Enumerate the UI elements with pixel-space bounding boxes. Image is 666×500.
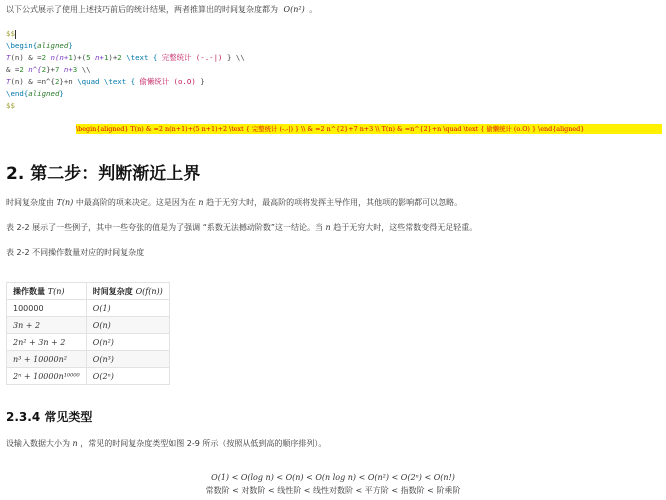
table-header-ops: [7, 283, 87, 300]
intro-paragraph: [6, 4, 317, 15]
code-token: 1: [68, 53, 73, 62]
code-line[interactable]: [6, 52, 245, 64]
code-token: }: [59, 89, 64, 98]
p2-text-a: 表 2-2 展示了一些例子，其中一些夸张的值是为了强调 “系数无法撼动阶数”这一结论。当: [6, 223, 323, 232]
code-token: 5: [86, 53, 91, 62]
p1-text-c: 趋于无穷大时，最高阶的项将发挥主导作用，其他项的影响都可以忽略。: [206, 198, 463, 207]
section-2-paragraph-1: [6, 197, 462, 208]
section-234-paragraph: [6, 438, 326, 449]
code-line[interactable]: [6, 28, 245, 40]
table-cell-ops: 2ⁿ + 10000n¹⁰⁰⁰⁰: [7, 368, 87, 385]
code-line[interactable]: [6, 100, 245, 112]
p2-text-b: 趋于无穷大时，这些常数变得无足轻重。: [333, 223, 478, 232]
table-cell-ops: 2n² + 3n + 2: [7, 334, 87, 351]
section-2-heading: 2. 第二步：判断渐近上界: [6, 164, 201, 184]
code-token: 2: [54, 77, 60, 86]
code-token: $$: [6, 101, 15, 110]
code-token: )+(: [72, 53, 87, 62]
code-token: aligned: [37, 41, 69, 50]
intro-text: 以下公式展示了使用上述技巧前后的统计结果，两者推算出的时间复杂度都为: [6, 5, 278, 14]
code-line[interactable]: [6, 40, 245, 52]
intro-end: 。: [309, 5, 318, 14]
header-ops-math: T(n): [47, 286, 65, 296]
code-token: 完整统计 (-.-|): [161, 53, 227, 62]
p3-math-n: n: [72, 439, 78, 448]
code-token: }+: [46, 65, 55, 74]
table-cell-complexity: O(1): [86, 300, 169, 317]
code-line[interactable]: [6, 88, 245, 100]
code-token: 7: [54, 65, 60, 74]
code-token: 2: [41, 65, 47, 74]
code-token: (n) & =: [10, 53, 42, 62]
code-token: $$: [6, 29, 15, 38]
table-cell-ops: 100000: [7, 300, 87, 317]
table-header-complexity: [86, 283, 169, 300]
text-cursor: [15, 30, 16, 39]
complexity-table: [6, 282, 170, 385]
code-token: \end{: [6, 89, 29, 98]
code-token: T: [6, 77, 11, 86]
header-ops-label: 操作数量: [13, 286, 45, 296]
code-token: }: [68, 41, 73, 50]
code-token: 2: [117, 53, 122, 62]
complexity-order-equation: O(1) < O(log n) < O(n) < O(n log n) < O(n²) < O(2ⁿ) < O(n!): [211, 473, 455, 482]
table-cell-ops: 3n + 2: [7, 317, 87, 334]
code-token: } \\: [226, 53, 245, 62]
code-token: \quad \text {: [77, 77, 140, 86]
p1-math-n: n: [198, 198, 204, 207]
p1-text-b: 中最高阶的项来决定。这是因为在: [75, 198, 196, 207]
code-token: T: [6, 53, 11, 62]
code-token: 3: [72, 65, 78, 74]
code-token: 偷懒统计 (o.O): [139, 77, 201, 86]
table-row: [7, 300, 170, 317]
code-token: n^{: [23, 65, 42, 74]
code-token: )+: [108, 53, 118, 62]
p3-text-a: 设输入数据大小为: [6, 439, 70, 448]
header-complexity-math: O(f(n)): [135, 286, 163, 296]
code-line[interactable]: [6, 76, 245, 88]
table-row: [7, 351, 170, 368]
code-token: }+n: [59, 77, 78, 86]
code-token: }: [200, 77, 205, 86]
code-token: 1: [103, 53, 109, 62]
table-caption: 表 2-2 不同操作数量对应的时间复杂度: [6, 248, 145, 257]
code-token: 2: [41, 53, 47, 62]
code-token: 2: [19, 65, 24, 74]
header-complexity-label: 时间复杂度: [92, 286, 133, 296]
table-row: [7, 368, 170, 385]
code-token: n+: [90, 53, 104, 62]
section-2-paragraph-2: [6, 222, 477, 233]
code-token: (n) & =n^{: [10, 77, 55, 86]
latex-source-block[interactable]: [6, 28, 245, 112]
intro-math: O(n²): [283, 5, 305, 14]
code-token: & =: [6, 65, 20, 74]
code-token: n(n+: [46, 53, 69, 62]
table-cell-ops: n³ + 10000n²: [7, 351, 87, 368]
table-cell-complexity: O(n): [86, 317, 169, 334]
complexity-order-labels: 常数阶 < 对数阶 < 线性阶 < 线性对数阶 < 平方阶 < 指数阶 < 阶乘阶: [205, 486, 461, 495]
code-token: \\: [77, 65, 91, 74]
code-token: aligned: [28, 89, 60, 98]
table-cell-complexity: O(n³): [86, 351, 169, 368]
code-token: \begin{: [6, 41, 38, 50]
table-row: [7, 317, 170, 334]
table-cell-complexity: O(2ⁿ): [86, 368, 169, 385]
p2-math-n: n: [325, 223, 331, 232]
p1-text-a: 时间复杂度由: [6, 198, 54, 207]
table-header-row: [7, 283, 170, 300]
code-token: \text {: [121, 53, 162, 62]
table-row: [7, 334, 170, 351]
p3-text-b: ，常见的时间复杂度类型如图 2-9 所示（按照从低到高的顺序排列）。: [80, 439, 327, 448]
table-cell-complexity: O(n²): [86, 334, 169, 351]
code-line[interactable]: [6, 64, 245, 76]
math-render-error: \begin{aligned} T(n) & =2 n(n+1)+(5 n+1)+2 \text { 完整统计 (-.-|) } \\ & =2 n^{2}+7 n+3 \\ T(n) & =n^{2}+n \quad \text { 偷懒统计 (o.O) } \end{aligned}: [76, 124, 662, 134]
code-token: n+: [59, 65, 73, 74]
p1-math-tn: T(n): [56, 198, 74, 207]
section-234-heading: 2.3.4 常见类型: [6, 410, 93, 424]
